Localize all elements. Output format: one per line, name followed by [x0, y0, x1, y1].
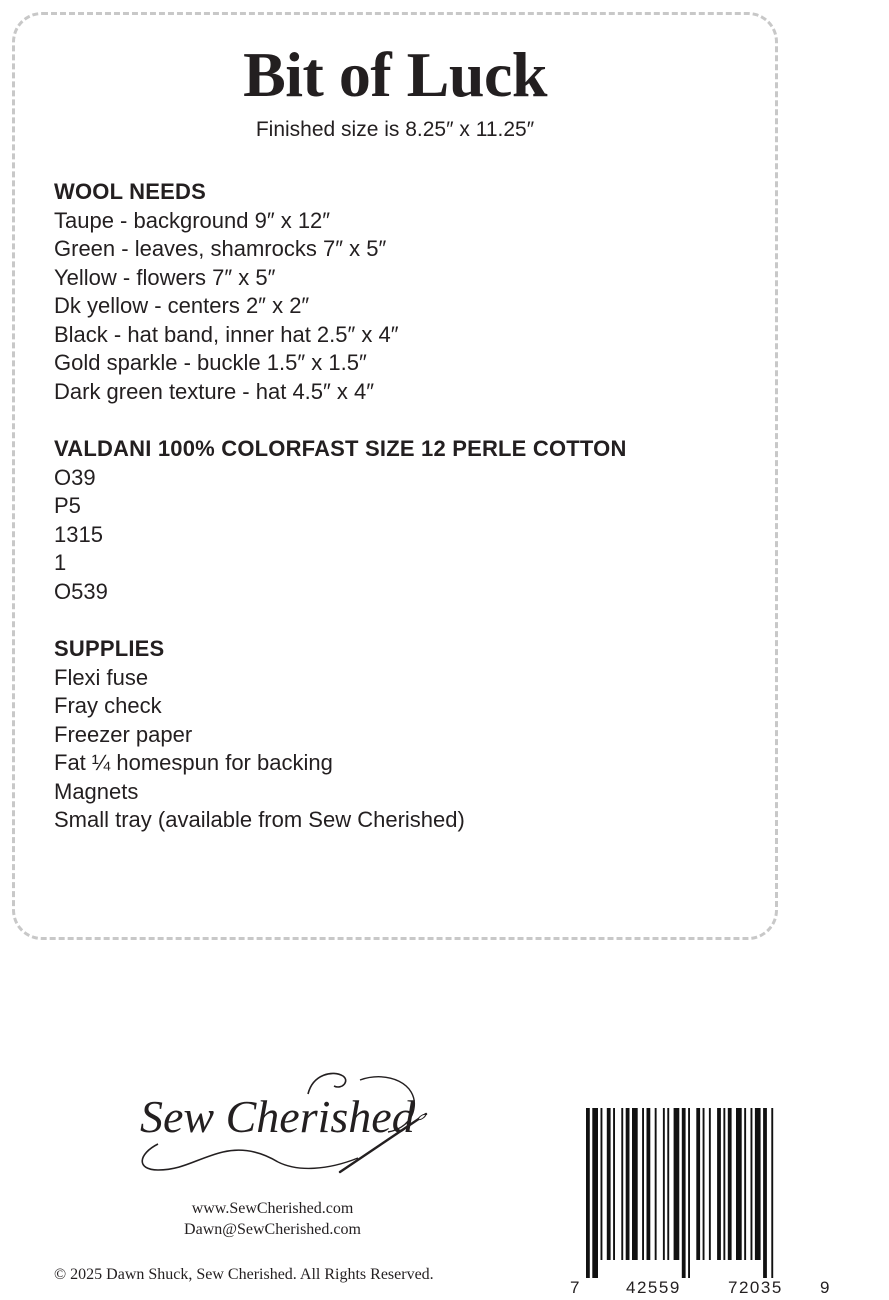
- barcode-bar: [642, 1108, 644, 1260]
- upc-barcode: [570, 1108, 838, 1300]
- list-item: O39: [54, 464, 96, 490]
- list-item: Green - leaves, shamrocks 7″ x 5″: [54, 236, 387, 262]
- list-item: Dark green texture - hat 4.5″ x 4″: [54, 379, 375, 405]
- barcode-bar: [763, 1108, 767, 1278]
- list-item: Flexi fuse: [54, 664, 149, 690]
- barcode-bar: [755, 1108, 761, 1260]
- barcode-bar: [586, 1108, 590, 1278]
- barcode-digit: 7: [570, 1278, 581, 1297]
- barcode-bar: [663, 1108, 665, 1260]
- barcode-bar: [601, 1108, 603, 1260]
- list-item: Gold sparkle - buckle 1.5″ x 1.5″: [54, 350, 367, 376]
- barcode-bar: [744, 1108, 746, 1260]
- barcode-bar: [751, 1108, 753, 1260]
- list-item: Black - hat band, inner hat 2.5″ x 4″: [54, 321, 399, 347]
- barcode-digit: 72035: [728, 1278, 783, 1297]
- barcode-bar: [696, 1108, 700, 1260]
- barcode-bar: [736, 1108, 742, 1260]
- barcode-bar: [607, 1108, 611, 1260]
- perle-cotton-section: [54, 435, 627, 606]
- barcode-bar: [621, 1108, 623, 1260]
- barcode-bar: [667, 1108, 669, 1260]
- wool-needs-list: [54, 207, 399, 407]
- copyright-notice: © 2025 Dawn Shuck, Sew Cherished. All Rights Reserved.: [54, 1266, 434, 1283]
- barcode-digit: 9: [820, 1278, 831, 1297]
- list-item: Fat ¼ homespun for backing: [54, 750, 333, 776]
- barcode-bar: [771, 1108, 773, 1278]
- email-link[interactable]: Dawn@SewCherished.com: [184, 1221, 361, 1238]
- barcode-bar: [626, 1108, 630, 1260]
- barcode-bar: [728, 1108, 732, 1260]
- barcode-digit: 42559: [626, 1278, 681, 1297]
- wool-needs-heading: WOOL NEEDS: [54, 179, 206, 204]
- barcode-bar: [592, 1108, 598, 1278]
- barcode-bar: [674, 1108, 680, 1260]
- list-item: Yellow - flowers 7″ x 5″: [54, 264, 276, 290]
- list-item: Fray check: [54, 693, 162, 719]
- list-item: 1: [54, 550, 67, 576]
- wool-needs-section: [54, 178, 399, 407]
- supplies-list: [54, 664, 465, 836]
- barcode-bar: [613, 1108, 615, 1260]
- barcode-bars: [570, 1108, 820, 1278]
- list-item: Small tray (available from Sew Cherished): [54, 807, 465, 833]
- barcode-bar: [682, 1108, 686, 1278]
- barcode-bar: [717, 1108, 721, 1260]
- sew-cherished-logo: [128, 1066, 433, 1178]
- supplies-section: [54, 635, 465, 835]
- barcode-bar: [723, 1108, 725, 1260]
- list-item: 1315: [54, 521, 103, 547]
- barcode-bar: [632, 1108, 638, 1260]
- barcode-bar: [647, 1108, 651, 1260]
- barcode-bar: [688, 1108, 690, 1278]
- logo-wordmark: Sew Cherished: [140, 1091, 415, 1142]
- finished-size: Finished size is 8.25″ x 11.25″: [255, 118, 535, 141]
- list-item: Magnets: [54, 778, 139, 804]
- list-item: O539: [54, 578, 108, 604]
- list-item: Taupe - background 9″ x 12″: [54, 207, 331, 233]
- supplies-heading: SUPPLIES: [54, 636, 165, 661]
- perle-cotton-list: [54, 464, 627, 607]
- list-item: Freezer paper: [54, 721, 193, 747]
- perle-cotton-heading: VALDANI 100% COLORFAST SIZE 12 PERLE COTTON: [54, 436, 627, 461]
- barcode-bar: [655, 1108, 657, 1260]
- barcode-bar: [703, 1108, 705, 1260]
- pattern-title: Bit of Luck: [243, 39, 547, 110]
- website-link[interactable]: www.SewCherished.com: [191, 1200, 354, 1217]
- barcode-bar: [709, 1108, 711, 1260]
- list-item: P5: [54, 493, 81, 519]
- list-item: Dk yellow - centers 2″ x 2″: [54, 293, 310, 319]
